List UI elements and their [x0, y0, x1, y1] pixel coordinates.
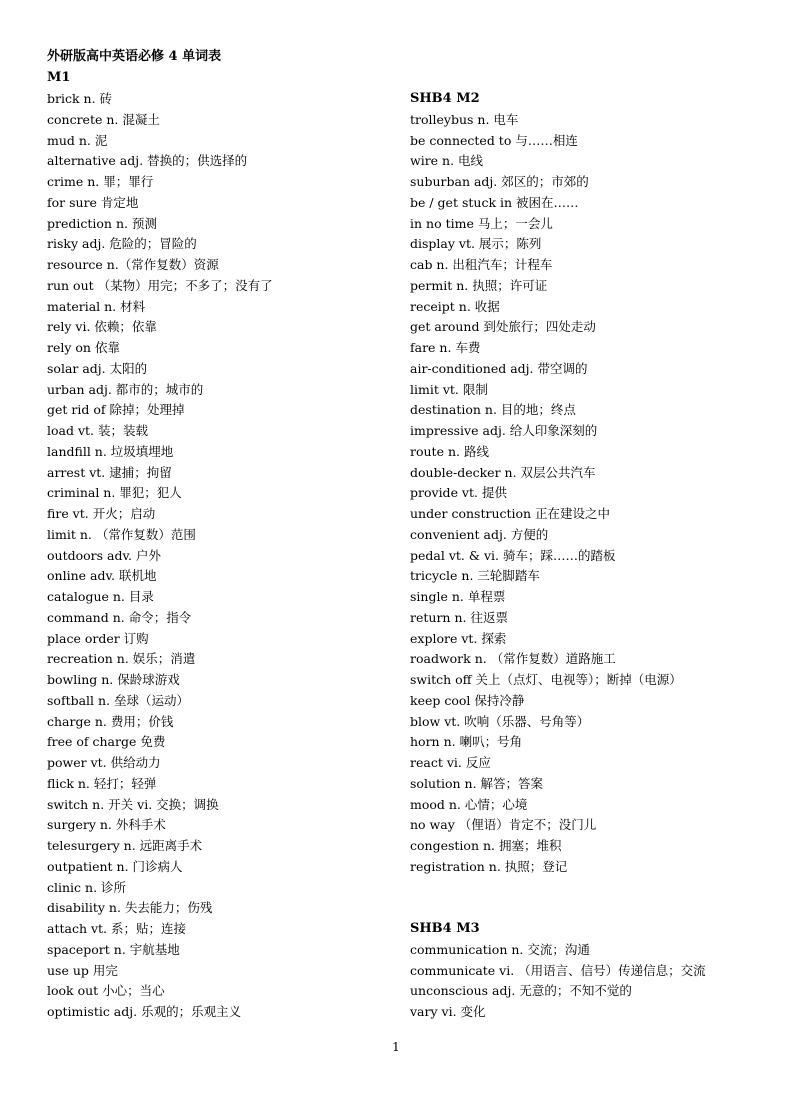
vocab-entry: attach vt. 系；贴；连接 — [47, 921, 187, 936]
vocab-entry: switch n. 开关 vi. 交换；调换 — [47, 796, 219, 812]
vocab-entry: material n. 材料 — [47, 298, 146, 314]
vocab-entry: free of charge 免费 — [47, 734, 166, 750]
page-number: 1 — [392, 1040, 400, 1054]
vocab-entry: fare n. 车费 — [410, 340, 481, 355]
vocab-entry: be connected to 与……相连 — [410, 132, 578, 148]
vocab-entry: wire n. 电线 — [410, 153, 484, 169]
vocab-entry: prediction n. 预测 — [47, 215, 157, 231]
vocab-entry: route n. 路线 — [410, 443, 489, 459]
vocab-entry: surgery n. 外科手术 — [47, 817, 166, 833]
vocab-entry: use up 用完 — [47, 962, 118, 978]
vocab-entry: landfill n. 垃圾填埋地 — [47, 443, 174, 459]
vocab-entry: criminal n. 罪犯；犯人 — [47, 485, 182, 501]
vocab-entry: alternative adj. 替换的；供选择的 — [47, 153, 248, 169]
vocab-entry: pedal vt. & vi. 骑车；踩……的踏板 — [410, 547, 616, 563]
vocab-entry: limit vt. 限制 — [410, 381, 488, 397]
vocab-entry: outpatient n. 门诊病人 — [47, 858, 183, 874]
vocab-entry: cab n. 出租汽车；计程车 — [410, 257, 553, 272]
vocab-entry: blow vt. 吹响（乐器、号角等） — [410, 713, 590, 729]
vocab-entry: permit n. 执照；许可证 — [410, 277, 548, 293]
vocab-entry: softball n. 垒球（运动） — [47, 692, 190, 708]
vocab-entry: react vi. 反应 — [410, 755, 491, 770]
vocab-entry: recreation n. 娱乐；消遣 — [47, 651, 196, 667]
vocab-entry: bowling n. 保龄球游戏 — [47, 672, 180, 687]
vocab-entry: vary vi. 变化 — [410, 1004, 486, 1019]
vocab-entry: charge n. 费用；价钱 — [47, 713, 174, 729]
vocab-entry: under construction 正在建设之中 — [410, 506, 611, 521]
vocab-entry: arrest vt. 逮捕；拘留 — [47, 464, 172, 480]
vocab-entry: flick n. 轻打；轻弹 — [47, 775, 157, 791]
vocab-entry: communicate vi. （用语言、信号）传递信息；交流 — [410, 962, 706, 978]
vocab-entry: optimistic adj. 乐观的；乐观主义 — [47, 1004, 242, 1019]
vocab-entry: keep cool 保持冷静 — [410, 692, 525, 708]
vocab-entry: urban adj. 都市的；城市的 — [47, 381, 204, 397]
vocab-entry: resource n.（常作复数）资源 — [47, 257, 219, 272]
vocab-entry: outdoors adv. 户外 — [47, 547, 161, 563]
vocab-entry: look out 小心；当心 — [47, 983, 165, 999]
vocab-entry: communication n. 交流；沟通 — [410, 941, 590, 957]
vocab-entry: online adv. 联机地 — [47, 568, 157, 584]
vocab-entry: return n. 往返票 — [410, 609, 508, 625]
vocab-entry: solution n. 解答；答案 — [410, 775, 544, 791]
vocab-entry: air-conditioned adj. 带空调的 — [410, 360, 588, 376]
section-heading-m1: M1 — [47, 70, 71, 85]
vocab-entry: roadwork n. （常作复数）道路施工 — [410, 651, 616, 667]
vocab-entry: command n. 命令；指令 — [47, 609, 192, 625]
vocab-entry: fire vt. 开火；启动 — [47, 506, 156, 521]
vocab-entry: congestion n. 拥塞；堆积 — [410, 838, 562, 853]
vocab-entry: display vt. 展示；陈列 — [410, 236, 542, 252]
vocab-entry: single n. 单程票 — [410, 589, 506, 604]
vocab-entry: spaceport n. 宇航基地 — [47, 941, 180, 957]
vocab-entry: destination n. 目的地；终点 — [410, 402, 576, 418]
vocab-entry: rely vi. 依赖；依靠 — [47, 319, 157, 335]
vocab-entry: disability n. 失去能力；伤残 — [47, 900, 213, 916]
vocab-entry: switch off 关上（点灯、电视等）；断掉（电源） — [410, 672, 682, 687]
vocab-entry: mood n. 心情；心境 — [410, 796, 528, 812]
vocab-entry: get rid of 除掉；处理掉 — [47, 402, 185, 418]
vocab-entry: be / get stuck in 被困在…… — [410, 194, 579, 210]
vocab-entry: convenient adj. 方便的 — [410, 526, 549, 542]
vocab-entry: concrete n. 混凝土 — [47, 111, 160, 127]
vocab-entry: run out （某物）用完；不多了；没有了 — [47, 277, 273, 293]
vocab-entry: rely on 依靠 — [47, 340, 120, 355]
vocab-entry: telesurgery n. 远距离手术 — [47, 838, 203, 853]
vocab-entry: place order 订购 — [47, 630, 149, 646]
vocab-entry: registration n. 执照；登记 — [410, 858, 568, 874]
vocab-entry: horn n. 喇叭；号角 — [410, 734, 523, 750]
vocab-entry: for sure 肯定地 — [47, 194, 139, 210]
vocab-entry: tricycle n. 三轮脚踏车 — [410, 568, 540, 584]
section-heading: SHB4 M2 — [410, 91, 480, 106]
vocab-entry: impressive adj. 给人印象深刻的 — [410, 423, 598, 438]
vocab-entry: explore vt. 探索 — [410, 630, 507, 646]
vocab-entry: unconscious adj. 无意的；不知不觉的 — [410, 983, 632, 999]
vocab-entry: mud n. 泥 — [47, 132, 108, 148]
vocab-entry: in no time 马上；一会儿 — [410, 215, 553, 231]
vocab-entry: risky adj. 危险的；冒险的 — [47, 236, 197, 252]
vocab-entry: clinic n. 诊所 — [47, 879, 127, 895]
vocab-entry: catalogue n. 目录 — [47, 589, 154, 604]
vocab-entry: provide vt. 提供 — [410, 485, 507, 501]
vocab-entry: brick n. 砖 — [47, 91, 113, 106]
vocab-entry: get around 到处旅行；四处走动 — [410, 319, 596, 335]
vocab-entry: no way （俚语）肯定不；没门儿 — [410, 817, 597, 833]
vocab-entry: crime n. 罪；罪行 — [47, 174, 154, 189]
vocab-entry: power vt. 供给动力 — [47, 755, 161, 770]
section-heading: SHB4 M3 — [410, 921, 480, 936]
vocab-entry: load vt. 装；装载 — [47, 423, 148, 438]
vocab-entry: solar adj. 太阳的 — [47, 360, 148, 376]
vocab-entry: trolleybus n. 电车 — [410, 111, 519, 127]
vocab-entry: limit n. （常作复数）范围 — [47, 526, 196, 542]
vocab-entry: receipt n. 收据 — [410, 298, 500, 314]
vocab-entry: double-decker n. 双层公共汽车 — [410, 464, 596, 480]
vocab-entry: suburban adj. 郊区的；市郊的 — [410, 174, 589, 189]
document-title: 外研版高中英语必修 4 单词表 — [47, 49, 222, 64]
